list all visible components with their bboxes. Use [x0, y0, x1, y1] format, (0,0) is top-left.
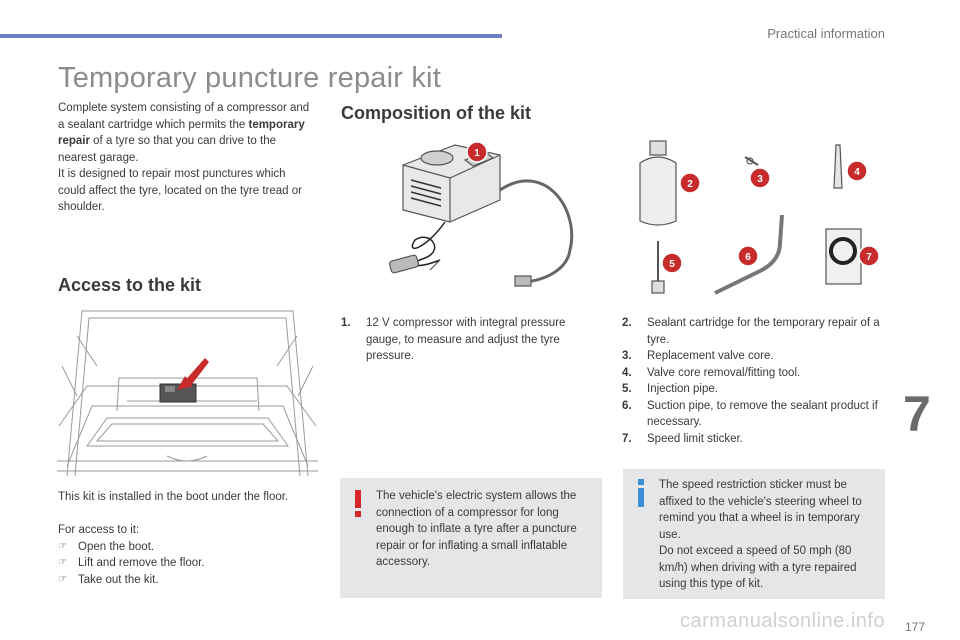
installed-text: This kit is installed in the boot under the floor. — [58, 491, 289, 503]
chapter-number: 7 — [903, 386, 931, 442]
list-item: ☞ Lift and remove the floor. — [58, 555, 318, 572]
info-paragraph-2: Do not exceed a speed of 50 mph (80 km/h) when driving with a tyre repaired using this type of kit. — [659, 545, 857, 590]
intro-text-a: Complete system consisting of a compressor and a sealant cartridge which permits the — [58, 102, 310, 131]
composition-list — [622, 315, 890, 447]
list-item — [622, 348, 890, 365]
badge-1 — [467, 142, 487, 162]
section-header: Practical information — [767, 26, 885, 41]
svg-text:2: 2 — [687, 179, 693, 190]
item-text: Speed limit sticker. — [647, 432, 743, 445]
boot-illustration — [57, 306, 318, 483]
item-text: Replacement valve core. — [647, 350, 774, 362]
badge-4 — [847, 161, 867, 181]
intro-paragraph-2: It is designed to repair most punctures which could affect the tyre, located on the tyre tread or shoulder. — [58, 168, 302, 213]
item-number: 6. — [622, 399, 632, 412]
list-item — [622, 398, 890, 431]
warning-text: The vehicle's electric system allows the connection of a compressor for long enough to inflate a tyre after a puncture repair or for inflating a small inflatable accessory. — [376, 490, 577, 568]
item-number: 7. — [622, 432, 632, 445]
page-number: 177 — [905, 620, 926, 634]
svg-text:3: 3 — [757, 174, 763, 185]
header-accent-bar — [0, 34, 502, 38]
item-number: 1. — [341, 317, 351, 329]
item-text: Valve core removal/fitting tool. — [647, 366, 801, 379]
item-number: 2. — [622, 317, 632, 329]
info-note — [623, 469, 885, 599]
info-icon — [635, 479, 647, 507]
item-text: Suction pipe, to remove the sealant product if necessary. — [647, 399, 878, 428]
kit-parts-illustration — [620, 133, 890, 303]
intro-bold: temporary repair — [58, 118, 305, 147]
steps-list — [58, 539, 318, 589]
list-item — [622, 315, 890, 348]
badge-5 — [662, 253, 682, 273]
access-steps — [58, 522, 318, 588]
intro-paragraph-1 — [58, 100, 316, 166]
item-text: 12 V compressor with integral pressure gauge, to measure and adjust the tyre pressure. — [366, 317, 566, 362]
item-text: Sealant cartridge for the temporary repair of a tyre. — [647, 317, 880, 346]
item-text: Injection pipe. — [647, 383, 718, 395]
info-paragraph-1: The speed restriction sticker must be affixed to the vehicle's steering wheel to remind you that a wheel is in temporary use. — [659, 479, 862, 541]
svg-text:1: 1 — [474, 148, 480, 159]
item-number: 5. — [622, 383, 632, 395]
intro-text — [58, 100, 316, 216]
intro-text-b: of a tyre so that you can drive to the nearest garage. — [58, 135, 276, 164]
badge-7 — [859, 246, 879, 266]
badge-3 — [750, 168, 770, 188]
list-item — [622, 431, 890, 448]
warning-note — [340, 478, 602, 598]
info-text — [659, 477, 881, 593]
list-item — [622, 365, 890, 382]
access-heading: Access to the kit — [58, 275, 202, 295]
watermark: carmanualsonline.info — [680, 610, 886, 632]
list-item: ☞ Open the boot. — [58, 539, 318, 556]
list-item: ☞ Take out the kit. — [58, 572, 318, 589]
compressor-illustration — [385, 130, 585, 295]
svg-text:7: 7 — [866, 252, 872, 263]
svg-text:4: 4 — [854, 167, 860, 178]
item-number: 4. — [622, 366, 632, 379]
badge-2 — [680, 173, 700, 193]
item-number: 3. — [622, 350, 632, 362]
steps-intro: For access to it: — [58, 524, 140, 536]
svg-text:6: 6 — [745, 252, 751, 263]
composition-heading: Composition of the kit — [341, 103, 531, 123]
badge-6 — [738, 246, 758, 266]
composition-item-1 — [341, 315, 586, 365]
list-item — [622, 381, 890, 398]
svg-text:5: 5 — [669, 259, 675, 270]
warning-icon — [352, 490, 364, 518]
page-title: Temporary puncture repair kit — [58, 62, 441, 94]
